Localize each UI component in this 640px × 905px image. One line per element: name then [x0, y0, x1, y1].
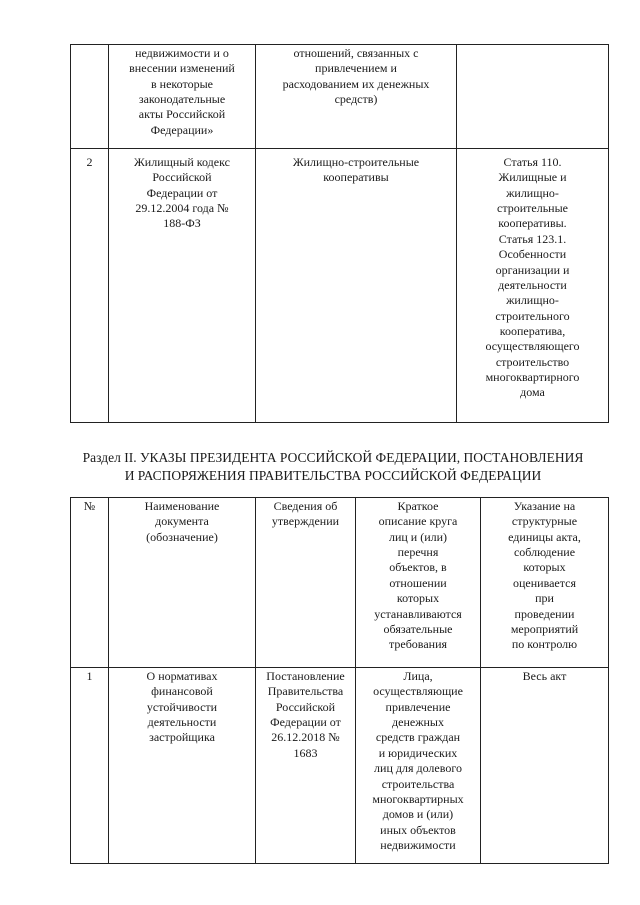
cell-text-line: иных объектов: [380, 822, 456, 837]
cell-text-line: привлечение: [385, 699, 451, 714]
cell-text-line: недвижимости и о: [135, 46, 229, 60]
cell-text-line: осуществляющие: [373, 684, 463, 699]
cell-text-line: средств): [334, 92, 378, 107]
cell-text-line: акты Российской: [138, 107, 226, 122]
cell-text-line: отношении: [389, 575, 447, 590]
cell-text-line: финансовой: [151, 684, 213, 699]
cell-text-line: многоквартирных: [372, 791, 464, 806]
cell-text-line: кооператива,: [499, 323, 566, 338]
cell-text-line: отношений, связанных с: [293, 46, 419, 60]
cell-text-line: 188-ФЗ: [163, 216, 201, 231]
cell-text-line: требования: [388, 637, 448, 652]
cell-text-line: осуществляющего: [485, 339, 580, 354]
cell-text-line: Постановление: [266, 669, 345, 683]
cell-text-line: строительства: [381, 776, 455, 791]
cell-text-line: 26.12.2018 №: [271, 730, 340, 745]
cell-text-line: обязательные: [383, 621, 453, 636]
cell-num: 2: [71, 149, 109, 423]
cell-text-line: денежных: [392, 715, 444, 730]
section-heading: [40, 449, 626, 485]
cell-text-line: Лица,: [403, 669, 433, 683]
cell-text-line: проведении: [514, 606, 575, 621]
cell-num: [71, 45, 109, 149]
cell-text-line: кооперативы: [323, 170, 389, 185]
cell-circle: [356, 668, 481, 864]
cell-text-line: единицы акта,: [508, 529, 581, 544]
table-header-row: [71, 498, 609, 668]
cell-circle: [256, 149, 457, 423]
cell-text-line: деятельности: [498, 277, 567, 292]
cell-text-line: домов и (или): [382, 807, 454, 822]
cell-text-line: которых: [523, 560, 566, 575]
cell-text-line: О нормативах: [146, 669, 218, 683]
cell-text-line: оценивается: [513, 575, 576, 590]
cell-text-line: Жилищно-строительные: [292, 155, 420, 169]
cell-text-line: которых: [396, 591, 440, 606]
cell-units: [457, 149, 609, 423]
cell-text-line: жилищно-: [506, 293, 559, 308]
cell-text-line: 29.12.2004 года №: [135, 201, 229, 216]
cell-text-line: внесении изменений: [129, 61, 235, 76]
header-units: [481, 498, 609, 668]
cell-text-line: в некоторые: [151, 76, 213, 91]
table-1: [70, 44, 609, 423]
table-row: [71, 149, 609, 423]
cell-text-line: Правительства: [267, 684, 344, 699]
section-heading-line-1: Раздел II. УКАЗЫ ПРЕЗИДЕНТА РОССИЙСКОЙ ФЕДЕРАЦИИ, ПОСТАНОВЛЕНИЯ: [82, 450, 584, 465]
cell-text-line: Указание на: [513, 499, 576, 513]
cell-approval: [256, 668, 356, 864]
cell-text-line: Федерации»: [150, 122, 214, 137]
cell-text-line: строительные: [497, 201, 568, 216]
cell-text-line: Особенности: [498, 247, 567, 262]
cell-text-line: Сведения об: [273, 499, 338, 513]
cell-text-line: мероприятий: [510, 621, 579, 636]
cell-text-line: структурные: [511, 514, 578, 529]
cell-text-line: перечня: [397, 545, 439, 560]
cell-text-line: устанавливаются: [374, 606, 462, 621]
cell-text-line: Российской: [275, 699, 336, 714]
cell-text-line: №: [83, 499, 96, 513]
cell-text-line: 1: [86, 669, 93, 683]
cell-text-line: утверждении: [271, 514, 340, 529]
cell-text-line: деятельности: [147, 715, 217, 730]
cell-num: [71, 668, 109, 864]
cell-text-line: Наименование: [144, 499, 220, 513]
cell-text-line: (обозначение): [146, 529, 218, 544]
cell-text-line: кооперативы.: [498, 216, 567, 231]
cell-text-line: Российской: [152, 170, 212, 185]
header-num: [71, 498, 109, 668]
cell-text-line: многоквартирного: [485, 370, 580, 385]
cell-text-line: 1683: [293, 745, 318, 760]
cell-text-line: дома: [520, 385, 545, 400]
cell-text-line: по контролю: [511, 637, 578, 652]
cell-text-line: устойчивости: [146, 699, 218, 714]
cell-text-line: расходованием их денежных: [282, 76, 430, 91]
cell-text-line: Федерации от: [270, 715, 341, 730]
cell-text-line: при: [535, 591, 554, 606]
cell-text-line: строительство: [495, 354, 570, 369]
cell-text-line: соблюдение: [513, 545, 576, 560]
cell-text-line: Статья 110.: [503, 155, 562, 169]
cell-text-line: привлечением и: [315, 61, 397, 76]
cell-document: [109, 45, 256, 149]
table-2: [70, 497, 609, 864]
cell-name: [109, 668, 256, 864]
cell-text-line: и юридических: [378, 745, 458, 760]
table-row: [71, 45, 609, 149]
cell-document: [109, 149, 256, 423]
cell-text-line: Краткое: [397, 499, 439, 513]
cell-text-line: жилищно-: [506, 185, 559, 200]
header-name: [109, 498, 256, 668]
section-heading-line-2: И РАСПОРЯЖЕНИЯ ПРАВИТЕЛЬСТВА РОССИЙСКОЙ ФЕДЕРАЦИИ: [124, 467, 542, 483]
cell-text-line: Весь акт: [522, 669, 567, 683]
cell-text-line: Федерации от: [146, 185, 218, 200]
cell-units: [457, 45, 609, 149]
cell-text-line: Жилищные и: [498, 170, 567, 185]
cell-circle: [256, 45, 457, 149]
cell-text-line: законодательные: [138, 92, 226, 107]
cell-text-line: лиц и (или): [388, 529, 448, 544]
cell-text-line: документа: [155, 514, 209, 529]
cell-text-line: Жилищный кодекс: [134, 155, 230, 169]
cell-units: [481, 668, 609, 864]
cell-text-line: организации и: [495, 262, 570, 277]
cell-text-line: объектов, в: [389, 560, 447, 575]
cell-text-line: застройщика: [149, 730, 215, 745]
cell-text-line: средств граждан: [375, 730, 461, 745]
cell-text-line: строительного: [495, 308, 570, 323]
header-circle: [356, 498, 481, 668]
cell-text-line: описание круга: [378, 514, 458, 529]
cell-text-line: Статья 123.1.: [498, 231, 567, 246]
table-row: [71, 668, 609, 864]
cell-text-line: лиц для долевого: [374, 761, 462, 776]
header-approval: [256, 498, 356, 668]
cell-text-line: недвижимости: [380, 837, 456, 852]
